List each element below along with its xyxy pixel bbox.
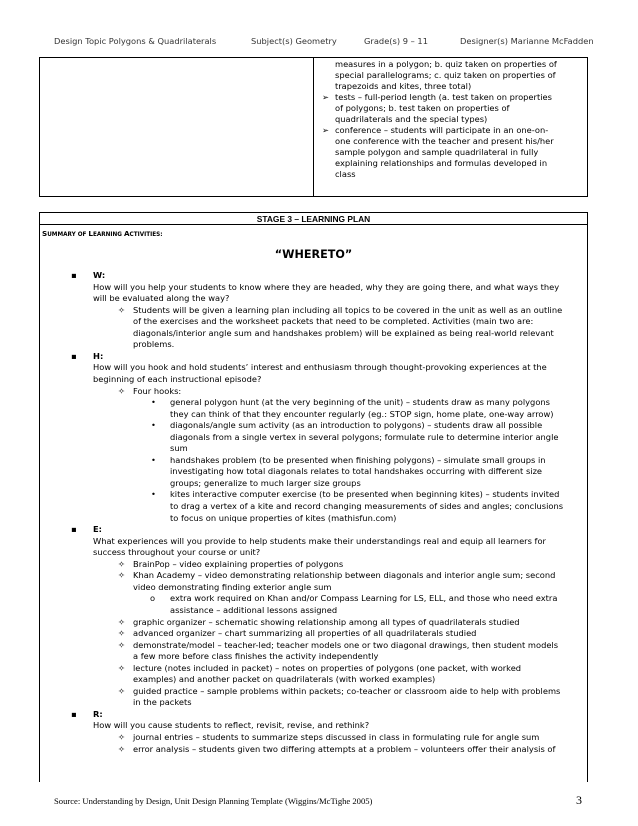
- assessment-line: [322, 92, 584, 103]
- summary-rest3: CTIVITIES:: [129, 232, 163, 238]
- assessment-text: conference – students will participate in an one-on-: [335, 125, 549, 135]
- assessment-line: [322, 125, 584, 136]
- list-item: success throughout your course or unit?: [93, 547, 261, 558]
- dot-bullet-icon: •: [151, 489, 156, 500]
- assessment-table: [39, 57, 588, 197]
- summary-rest2: EARNING: [93, 232, 124, 238]
- summary-l: L: [88, 229, 93, 238]
- dot-bullet-icon: •: [151, 454, 156, 465]
- page-number: 3: [576, 793, 582, 807]
- diamond-bullet-icon: ✧: [118, 304, 125, 315]
- list-item: How will you hook and hold students’ interest and enthusiasm through thought-provoking experiences at the: [93, 362, 547, 373]
- list-item: journal entries – students to summarize steps discussed in class in formulating rule for angle sum: [133, 732, 540, 742]
- list-item: sum: [170, 443, 188, 454]
- assessment-text: of polygons; b. test taken on properties of: [335, 103, 510, 113]
- list-item: graphic organizer – schematic showing relationship among all types of quadrilaterals studied: [133, 616, 520, 627]
- assessment-line: [322, 59, 584, 70]
- list-item: demonstrate/model – teacher-led; teacher models one or two diagonal drawings, then student models: [133, 639, 559, 650]
- list-item: Students will be given a learning plan including all topics to be covered in the unit as well as an outline: [133, 304, 563, 315]
- circle-bullet-icon: o: [150, 593, 156, 604]
- list-item: investigating how total diagonals relates to total handshakes occurring with different size: [170, 466, 543, 477]
- list-item: guided practice – sample problems within packets; co-teacher or classroom aide to help with problems: [133, 685, 561, 696]
- list-item: they can think of that they encounter regularly (eg.: STOP sign, home plate, one-way arrow): [170, 408, 554, 419]
- assessment-text: one conference with the teacher and present his/her: [335, 136, 554, 146]
- dot-bullet-icon: •: [151, 397, 156, 408]
- square-bullet-icon: ▪: [71, 708, 77, 719]
- assessment-line: [322, 70, 584, 81]
- list-item: kites interactive computer exercise (to be presented when beginning kites) – students invited: [170, 489, 560, 500]
- diamond-bullet-icon: ✧: [118, 639, 125, 650]
- section-heading: H:: [93, 350, 104, 361]
- assessment-text: explaining relationships and formulas developed in: [335, 158, 548, 168]
- list-item: Four hooks:: [133, 385, 182, 396]
- list-item: general polygon hunt (at the very beginning of the unit) – students draw as many polygons: [170, 397, 550, 408]
- assessment-line: [322, 158, 584, 169]
- diamond-bullet-icon: ✧: [118, 732, 125, 742]
- list-item: to focus on unique properties of kites (mathisfun.com): [170, 512, 397, 523]
- list-item: a few more before class finishes the activity independently: [133, 651, 379, 662]
- list-item: error analysis – students given two differing attempts at a problem – volunteers offer their analysis of: [133, 743, 556, 754]
- assessment-text: special parallelograms; c. quiz taken on properties of: [335, 70, 556, 80]
- list-item: to drag a vertex of a kite and record changing measurements of sides and angles; conclusions: [170, 501, 564, 511]
- list-item: advanced organizer – chart summarizing all properties of all quadrilaterals studied: [133, 628, 477, 639]
- whereto-title: “WHERETO”: [274, 248, 353, 261]
- diamond-bullet-icon: ✧: [118, 628, 125, 639]
- design-topic: Design Topic Polygons & Quadrilaterals: [54, 36, 217, 46]
- subjects: Subject(s) Geometry: [251, 36, 337, 46]
- assessment-text: trapezoids and kites, three total): [335, 81, 472, 91]
- summary-s: S: [42, 229, 48, 238]
- grades: Grade(s) 9 – 11: [364, 36, 428, 46]
- list-item: groups; generalize to much larger size groups: [170, 477, 361, 488]
- footer-source: Source: Understanding by Design, Unit Design Planning Template (Wiggins/McTighe 2005): [54, 796, 373, 806]
- list-item: beginning of each instructional episode?: [93, 373, 262, 384]
- list-item: What experiences will you provide to help students make their understandings real and equip all learners for: [93, 535, 546, 546]
- assessment-list: [322, 59, 584, 180]
- list-item: of the exercises and the worksheet packets that need to be completed. Activities (main two are:: [133, 316, 534, 327]
- section-heading: R:: [93, 708, 103, 719]
- list-item: diagonals/angle sum activity (as an introduction to polygons) – students draw all possible: [170, 420, 543, 431]
- arrow-bullet-icon: ➢: [322, 92, 329, 102]
- list-item: assistance – additional lessons assigned: [170, 604, 338, 615]
- page-header: [0, 36, 638, 48]
- assessment-text: tests – full-period length (a. test taken on properties: [335, 92, 552, 102]
- list-item: How will you help your students to know where they are headed, why they are going there, and what ways they: [93, 281, 560, 292]
- list-item: BrainPop – video explaining properties of polygons: [133, 558, 344, 569]
- stage-title: STAGE 3 – LEARNING PLAN: [256, 214, 371, 224]
- section-heading: E:: [93, 524, 102, 535]
- list-item: diagonals from a single vertex in several polygons; formulate rule to determine interior angle: [170, 431, 559, 442]
- list-item: Khan Academy – video demonstrating relationship between diagonals and interior angle sum; second: [133, 570, 556, 581]
- diamond-bullet-icon: ✧: [118, 616, 125, 627]
- assessment-line: [322, 136, 584, 147]
- list-item: problems.: [133, 339, 175, 350]
- arrow-bullet-icon: ➢: [322, 125, 329, 135]
- list-item: handshakes problem (to be presented when finishing polygons) – simulate small groups in: [170, 454, 546, 465]
- list-item: will be evaluated along the way?: [93, 293, 230, 304]
- summary-heading: [42, 229, 162, 238]
- assessment-text: quadrilaterals and the special types): [335, 114, 488, 124]
- section-heading: W:: [93, 270, 106, 280]
- list-item: video demonstrating finding exterior angle sum: [133, 581, 332, 592]
- assessment-line: [322, 114, 584, 125]
- assessment-line: [322, 169, 584, 180]
- diamond-bullet-icon: ✧: [118, 570, 125, 581]
- diamond-bullet-icon: ✧: [118, 662, 125, 673]
- assessment-line: [322, 147, 584, 158]
- assessment-text: class: [335, 169, 356, 179]
- list-item: extra work required on Khan and/or Compass Learning for LS, ELL, and those who need extra: [170, 593, 558, 604]
- assessment-text: sample polygon and sample quadrilateral in fully: [335, 147, 539, 157]
- assessment-text: measures in a polygon; b. quiz taken on properties of: [335, 59, 557, 69]
- list-item: How will you cause students to reflect, revisit, revise, and rethink?: [93, 720, 370, 731]
- list-item: diagonals/interior angle sum and handshakes problem) will be explained as being real-world relevant: [133, 327, 554, 338]
- designers: Designer(s) Marianne McFadden: [460, 36, 594, 46]
- table-divider: [313, 58, 314, 196]
- diamond-bullet-icon: ✧: [118, 385, 125, 396]
- summary-rest1: UMMARY OF: [47, 232, 89, 238]
- stage-divider: [39, 224, 588, 225]
- square-bullet-icon: ▪: [71, 270, 77, 280]
- assessment-line: [322, 81, 584, 92]
- list-item: examples) and another packet on quadrilaterals (with worked examples): [133, 674, 436, 685]
- list-item: lecture (notes included in packet) – notes on properties of polygons (one packet, with worked: [133, 662, 522, 673]
- assessment-line: [322, 103, 584, 114]
- summary-a: A: [123, 229, 130, 238]
- diamond-bullet-icon: ✧: [118, 558, 125, 569]
- square-bullet-icon: ▪: [71, 524, 77, 535]
- list-item: in the packets: [133, 697, 192, 708]
- diamond-bullet-icon: ✧: [118, 743, 125, 754]
- diamond-bullet-icon: ✧: [118, 685, 125, 696]
- dot-bullet-icon: •: [151, 420, 156, 431]
- square-bullet-icon: ▪: [71, 350, 77, 361]
